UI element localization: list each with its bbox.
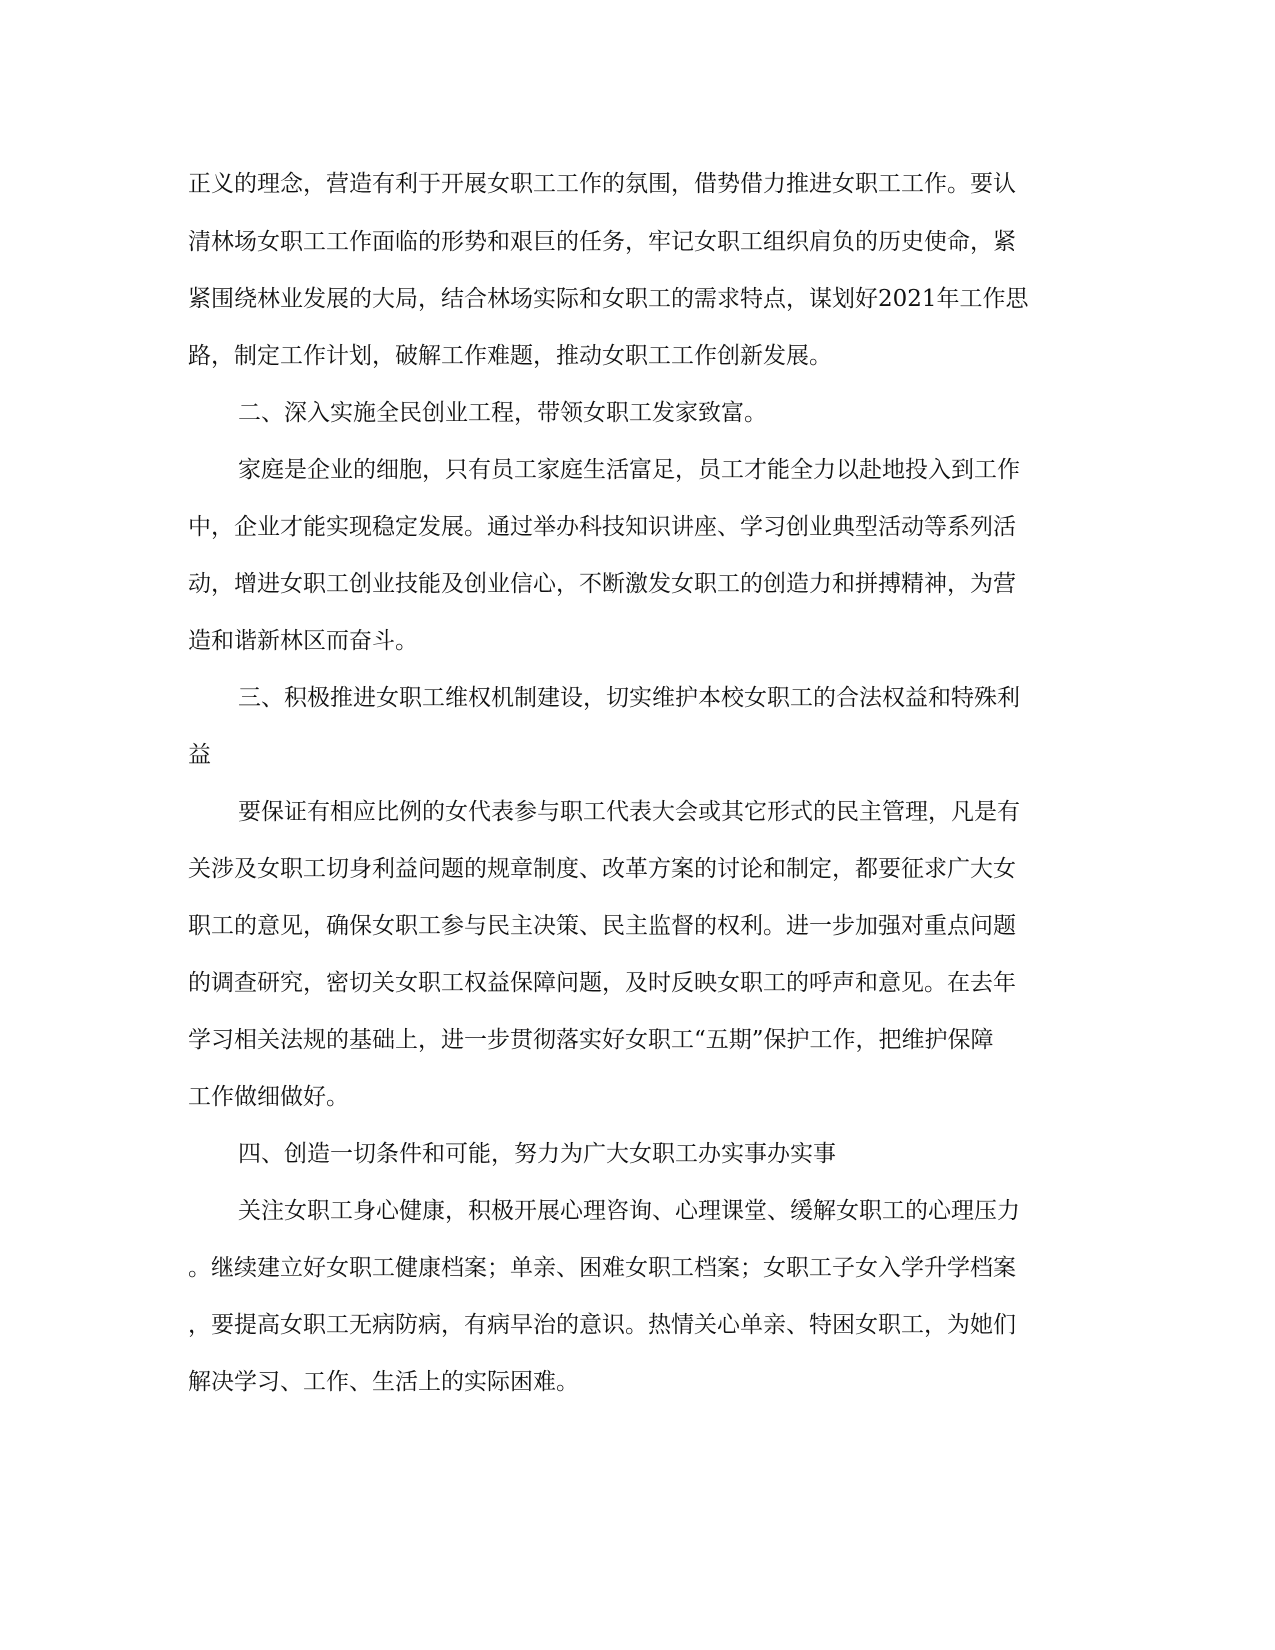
text-line: 关涉及女职工切身利益问题的规章制度、改革方案的讨论和制定，都要征求广大女 <box>188 856 1016 882</box>
text-line: 关注女职工身心健康，积极开展心理咨询、心理课堂、缓解女职工的心理压力 <box>238 1198 1020 1224</box>
text-line: 造和谐新林区而奋斗。 <box>188 628 418 654</box>
section-heading: 四、创造一切条件和可能，努力为广大女职工办实事办实事 <box>238 1141 836 1167</box>
text-line: 路，制定工作计划，破解工作难题，推动女职工工作创新发展。 <box>188 343 832 369</box>
text-line: 家庭是企业的细胞，只有员工家庭生活富足，员工才能全力以赴地投入到工作 <box>238 457 1020 483</box>
text-line: ，要提高女职工无病防病，有病早治的意识。热情关心单亲、特困女职工，为她们 <box>188 1312 1016 1338</box>
section-heading: 三、积极推进女职工维权机制建设，切实维护本校女职工的合法权益和特殊利 <box>238 685 1020 711</box>
text-line: 要保证有相应比例的女代表参与职工代表大会或其它形式的民主管理，凡是有 <box>238 799 1020 825</box>
text-line: 中，企业才能实现稳定发展。通过举办科技知识讲座、学习创业典型活动等系列活 <box>188 514 1016 540</box>
text-line: 清林场女职工工作面临的形势和艰巨的任务，牢记女职工组织肩负的历史使命，紧 <box>188 229 1016 255</box>
text-line: 学习相关法规的基础上，进一步贯彻落实好女职工“五期”保护工作，把维护保障 <box>188 1027 994 1053</box>
section-heading-continuation: 益 <box>188 742 211 768</box>
text-line: 的调查研究，密切关女职工权益保障问题，及时反映女职工的呼声和意见。在去年 <box>188 970 1016 996</box>
text-line: 正义的理念，营造有利于开展女职工工作的氛围，借势借力推进女职工工作。要认 <box>188 171 1016 197</box>
text-line: 解决学习、工作、生活上的实际困难。 <box>188 1369 579 1395</box>
text-line: 动，增进女职工创业技能及创业信心，不断激发女职工的创造力和拼搏精神，为营 <box>188 571 1016 597</box>
text-line: 工作做细做好。 <box>188 1084 349 1110</box>
text-line: 。继续建立好女职工健康档案；单亲、困难女职工档案；女职工子女入学升学档案 <box>188 1255 1016 1281</box>
section-heading: 二、深入实施全民创业工程，带领女职工发家致富。 <box>238 400 767 426</box>
text-line: 紧围绕林业发展的大局，结合林场实际和女职工的需求特点，谋划好2021年工作思 <box>188 286 1029 312</box>
text-line: 职工的意见，确保女职工参与民主决策、民主监督的权利。进一步加强对重点问题 <box>188 913 1016 939</box>
